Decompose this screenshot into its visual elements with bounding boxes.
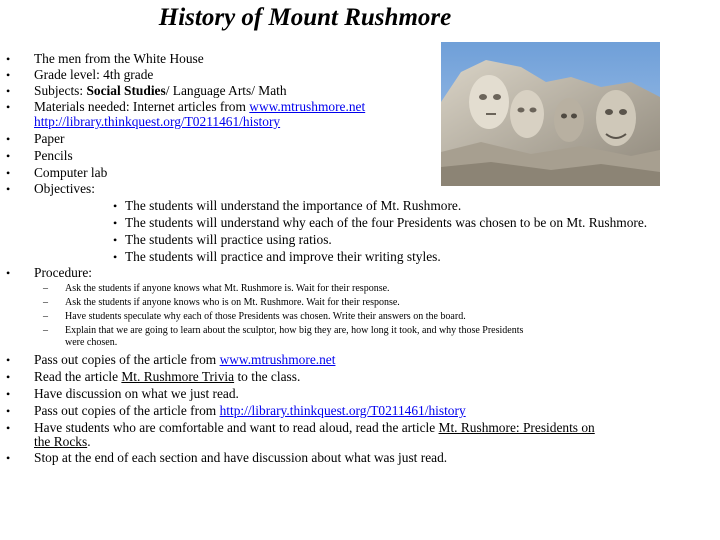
bullet-icon: • bbox=[113, 199, 118, 213]
bullet-icon: • bbox=[6, 370, 11, 384]
activity-item: Read the article Mt. Rushmore Trivia to the class. bbox=[34, 369, 301, 384]
subjects: Subjects: Social Studies/ Language Arts/ Math bbox=[34, 83, 287, 98]
activity-item: Pass out copies of the article from www.mtrushmore.net bbox=[34, 352, 336, 367]
activity-item: Have students who are comfortable and want to read aloud, read the article Mt. Rushmore: Presidents on bbox=[34, 420, 595, 435]
material-paper: Paper bbox=[34, 131, 65, 146]
material-computer-lab: Computer lab bbox=[34, 165, 108, 180]
dash-icon: – bbox=[43, 283, 48, 294]
bullet-icon: • bbox=[113, 233, 118, 247]
bullet-icon: • bbox=[6, 100, 11, 114]
bullet-icon: • bbox=[6, 266, 11, 280]
page-title: History of Mount Rushmore bbox=[158, 4, 452, 31]
activity-item-continued: the Rocks. bbox=[34, 434, 91, 449]
thinkquest-link[interactable]: http://library.thinkquest.org/T0211461/history bbox=[219, 403, 466, 418]
bullet-icon: • bbox=[6, 451, 11, 465]
bullet-icon: • bbox=[113, 250, 118, 264]
mount-rushmore-photo bbox=[441, 42, 660, 186]
procedure-step: Explain that we are going to learn about the sculptor, how big they are, how long it took, and why those Presidents bbox=[65, 325, 524, 336]
procedure-label: Procedure: bbox=[34, 265, 93, 280]
objective-item: The students will practice using ratios. bbox=[125, 232, 332, 247]
objectives-label: Objectives: bbox=[34, 181, 95, 196]
dash-icon: – bbox=[43, 325, 48, 336]
bullet-icon: • bbox=[6, 84, 11, 98]
bullet-icon: • bbox=[6, 68, 11, 82]
bullet-icon: • bbox=[6, 421, 11, 435]
activity-item: Have discussion on what we just read. bbox=[34, 386, 239, 401]
mtrushmore-link[interactable]: www.mtrushmore.net bbox=[219, 352, 336, 367]
bullet-icon: • bbox=[6, 387, 11, 401]
bullet-icon: • bbox=[6, 166, 11, 180]
activity-item: Pass out copies of the article from http://library.thinkquest.org/T0211461/history bbox=[34, 403, 466, 418]
material-pencils: Pencils bbox=[34, 148, 73, 163]
bullet-icon: • bbox=[6, 182, 11, 196]
materials: Materials needed: Internet articles from www.mtrushmore.net bbox=[34, 99, 366, 114]
bullet-icon: • bbox=[6, 353, 11, 367]
mtrushmore-link[interactable]: www.mtrushmore.net bbox=[249, 99, 366, 114]
bullet-icon: • bbox=[6, 52, 11, 66]
procedure-step: Have students speculate why each of those Presidents was chosen. Write their answers on the board. bbox=[65, 311, 466, 322]
bullet-icon: • bbox=[113, 216, 118, 230]
procedure-step: Ask the students if anyone knows what Mt. Rushmore is. Wait for their response. bbox=[65, 283, 390, 294]
dash-icon: – bbox=[43, 311, 48, 322]
thinkquest-link[interactable]: http://library.thinkquest.org/T0211461/history bbox=[34, 114, 281, 129]
activity-item: Stop at the end of each section and have discussion about what was just read. bbox=[34, 450, 448, 465]
procedure-step: were chosen. bbox=[65, 337, 118, 348]
bullet-icon: • bbox=[6, 149, 11, 163]
dash-icon: – bbox=[43, 297, 48, 308]
unit-title: The men from the White House bbox=[34, 51, 204, 66]
procedure-step: Ask the students if anyone knows who is on Mt. Rushmore. Wait for their response. bbox=[65, 297, 400, 308]
bullet-icon: • bbox=[6, 404, 11, 418]
objective-item: The students will practice and improve their writing styles. bbox=[125, 249, 441, 264]
grade-level: Grade level: 4th grade bbox=[34, 67, 154, 82]
bullet-icon: • bbox=[6, 132, 11, 146]
objective-item: The students will understand why each of the four Presidents was chosen to be on Mt. Rushmore. bbox=[125, 215, 648, 230]
objective-item: The students will understand the importance of Mt. Rushmore. bbox=[125, 198, 462, 213]
